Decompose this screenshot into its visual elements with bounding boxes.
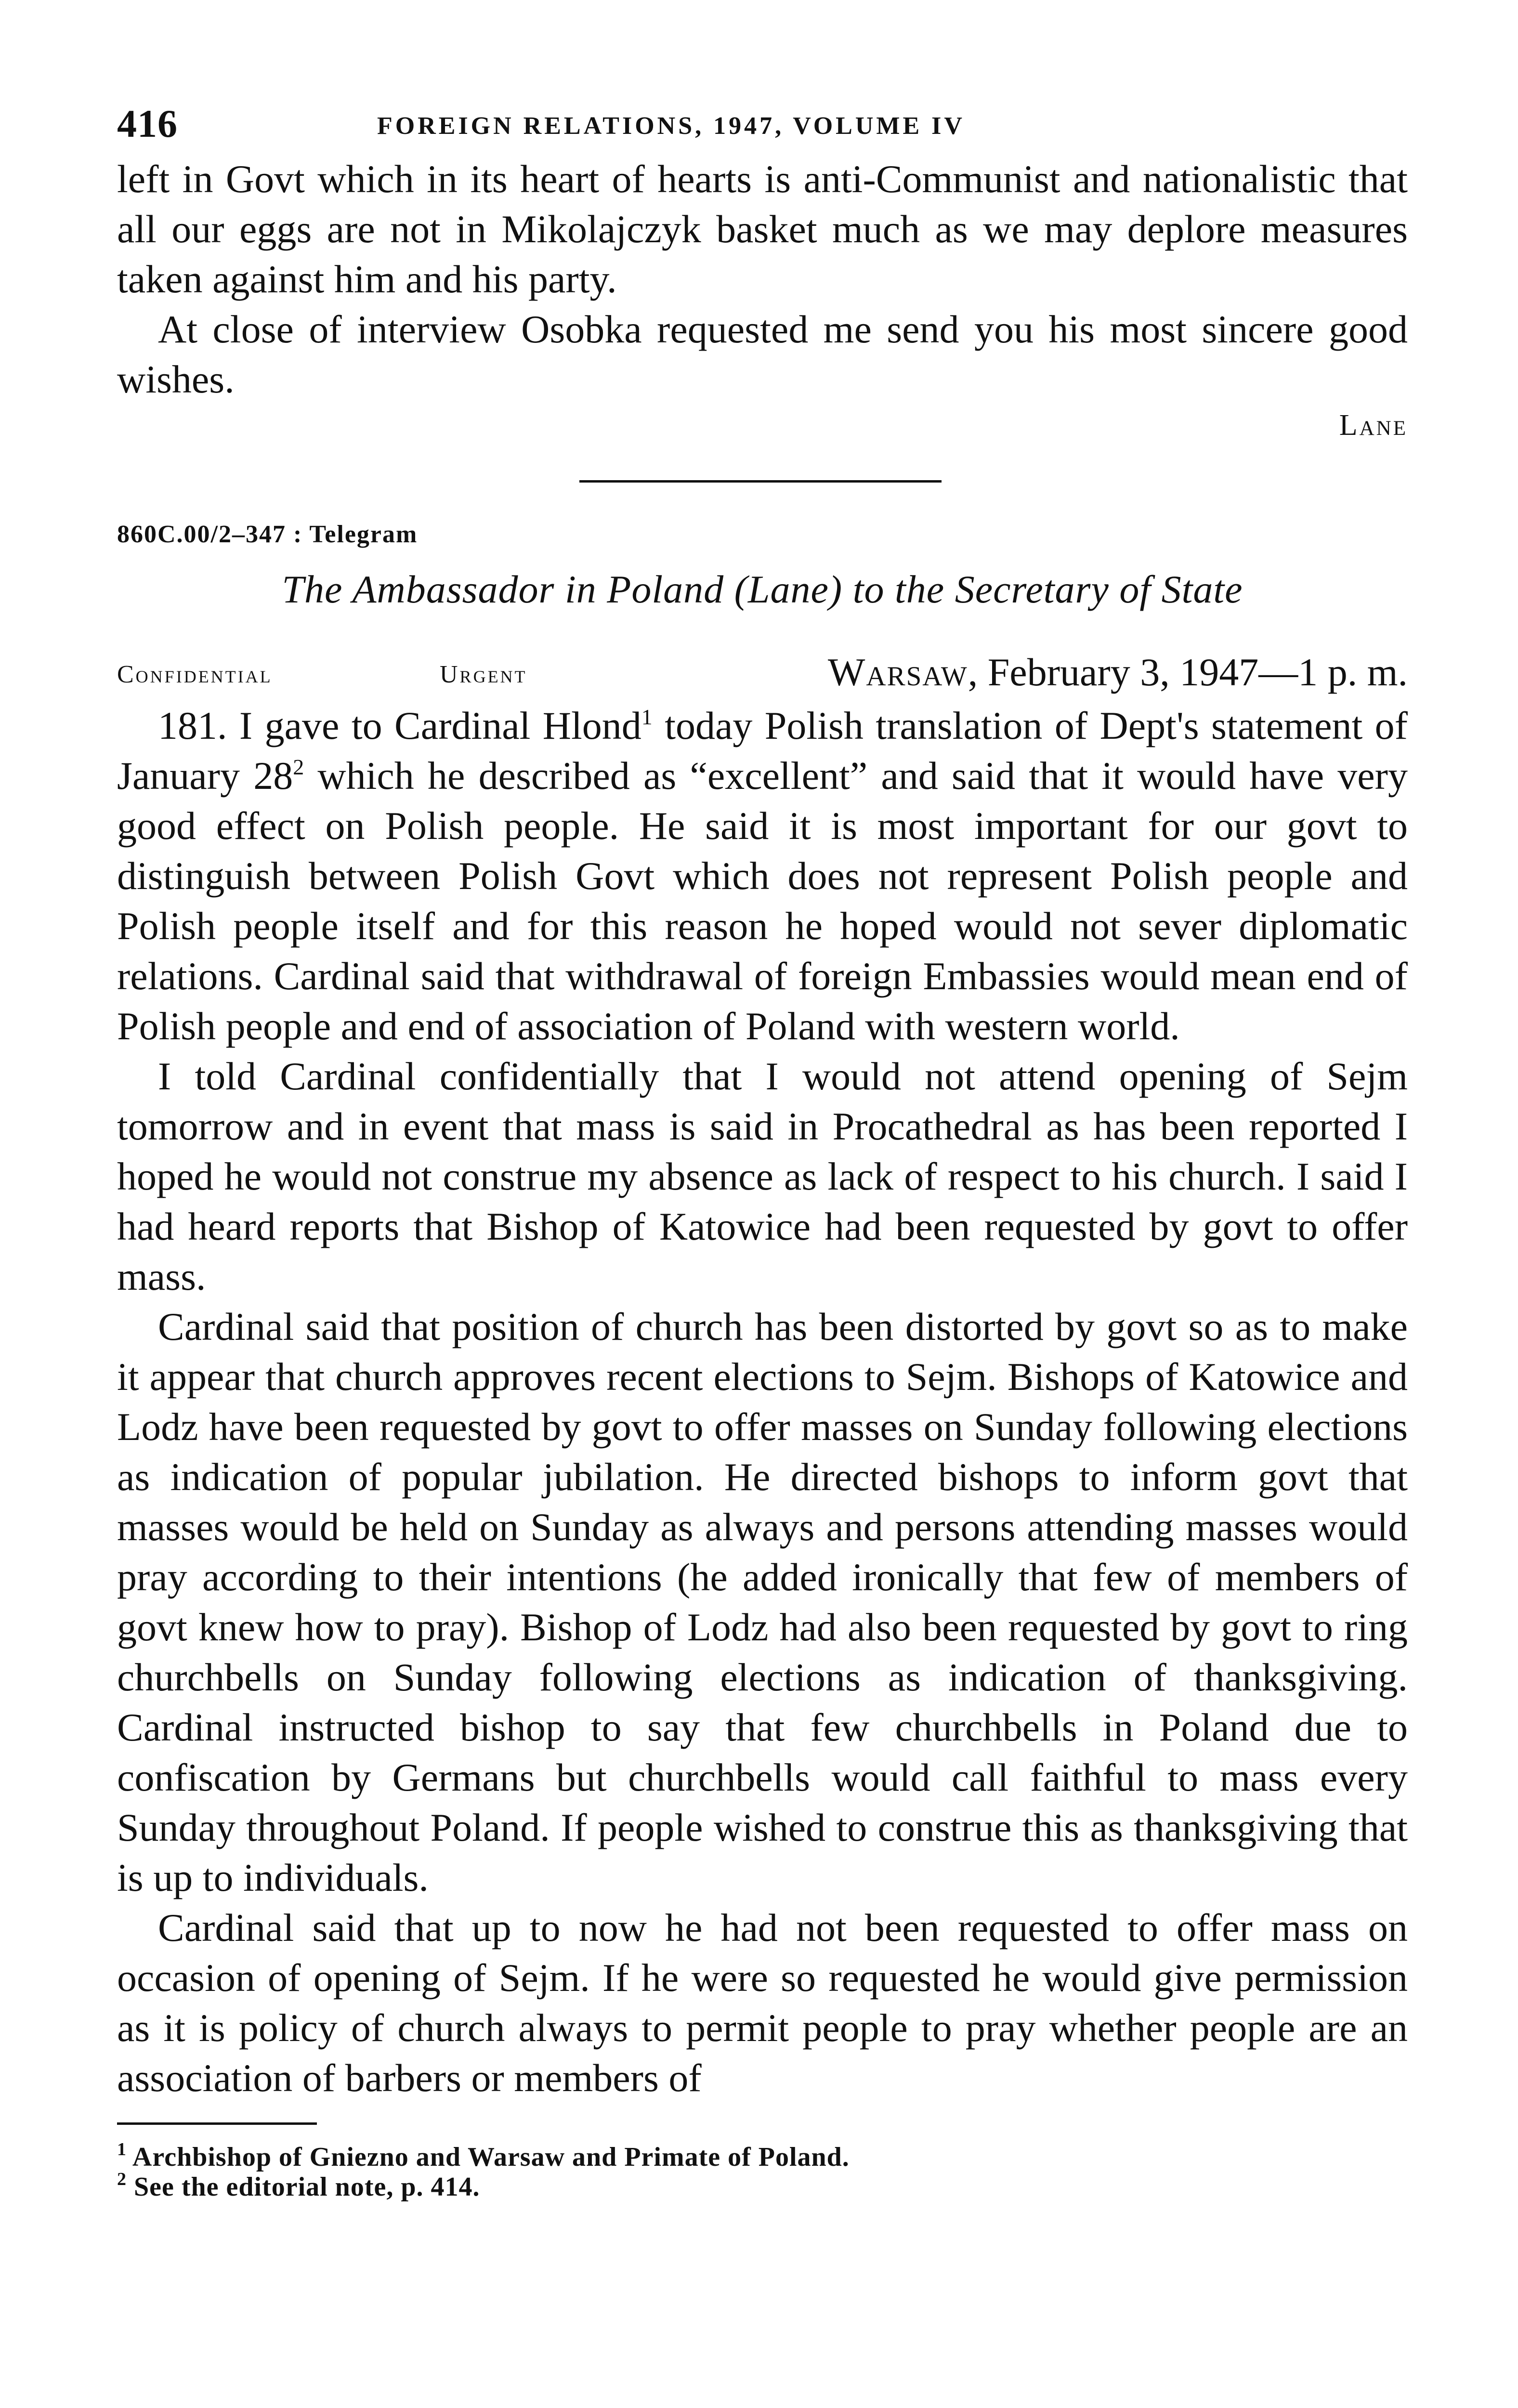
footnote-2: [117, 2169, 1408, 2202]
footnote-1: [117, 2139, 1408, 2172]
dateline-date: , February 3, 1947—1 p. m.: [968, 650, 1408, 694]
classification-label: Confidential: [117, 661, 273, 688]
telegram-paragraph-2: I told Cardinal confidentially that I would not attend opening of Sejm tomorrow and in event that mass is said in Procathedral as has been reported I hoped he would not construe my absence as lack of respect to his church. I said I had heard reports that Bishop of Katowice had been requested by govt to offer mass.: [117, 1054, 1408, 1298]
running-head: [117, 101, 1408, 154]
signature: Lane: [1339, 409, 1408, 442]
footnote-divider: [117, 2122, 317, 2125]
footnote-1-marker: 1: [117, 2139, 127, 2159]
footnote-ref-2: 2: [293, 755, 304, 779]
footnote-ref-1: 1: [641, 705, 653, 729]
dateline-row: [117, 650, 1408, 701]
document-page: [117, 101, 1408, 2202]
running-title: FOREIGN RELATIONS, 1947, VOLUME IV: [377, 112, 965, 140]
priority-label: Urgent: [440, 661, 527, 688]
continuation-paragraph: left in Govt which in its heart of hearts is anti-Communist and nationalistic that all our eggs are not in Mikolajczyk basket much as we may deplore measures taken against him and his party.: [117, 157, 1408, 301]
document-reference: 860C.00/2–347 : Telegram: [117, 521, 418, 548]
paragraph-1-text-b: today Polish translation of Dept's statement of January 28: [117, 704, 1408, 798]
telegram-body: [117, 701, 1408, 2103]
dateline: [828, 650, 1408, 695]
page-number: 416: [117, 102, 178, 145]
closing-paragraph: At close of interview Osobka requested me send you his most sincere good wishes.: [117, 307, 1408, 401]
telegram-paragraph-4: Cardinal said that up to now he had not been requested to offer mass on occasion of opening of Sejm. If he were so requested he would give permission as it is policy of church always to permit people to pray whether people are an association of barbers or members of: [117, 1906, 1408, 2100]
footnote-1-text: Archbishop of Gniezno and Warsaw and Primate of Poland.: [132, 2142, 850, 2172]
telegram-paragraph-3: Cardinal said that position of church has been distorted by govt so as to make it appear that church approves recent elections to Sejm. Bishops of Katowice and Lodz have been requested by govt to offer masses on Sunday following elections as indication of popular jubilation. He directed bishops to inform govt that masses would be held on Sunday as always and persons attending masses would pray according to their intentions (he added ironically that few of members of govt knew how to pray). Bishop of Lodz had also been requested by govt to ring churchbells on Sunday following elections as indication of thanksgiving. Cardinal instructed bishop to say that few churchbells in Poland due to confiscation by Germans but churchbells would call faithful to mass every Sunday throughout Poland. If people wished to construe this as thanksgiving that is up to individuals.: [117, 1305, 1408, 1899]
dateline-place: Warsaw: [828, 650, 968, 694]
continuation-text: [117, 154, 1408, 405]
footnote-2-text: See the editorial note, p. 414.: [134, 2172, 480, 2202]
telegram-paragraph-1: [117, 701, 1408, 1051]
document-title: The Ambassador in Poland (Lane) to the Secretary of State: [282, 567, 1243, 611]
paragraph-1-text-a: 181. I gave to Cardinal Hlond: [158, 704, 641, 747]
footnote-2-marker: 2: [117, 2169, 127, 2189]
paragraph-1-text-c: which he described as “excellent” and said that it would have very good effect on Polish people. He said it is most important for our govt to distinguish between Polish Govt which does not represent Polish people and Polish people itself and for this reason he hoped would not sever diplomatic relations. Cardinal said that withdrawal of foreign Embassies would mean end of Polish people and end of association of Poland with western world.: [117, 754, 1408, 1048]
section-divider: [579, 480, 942, 483]
